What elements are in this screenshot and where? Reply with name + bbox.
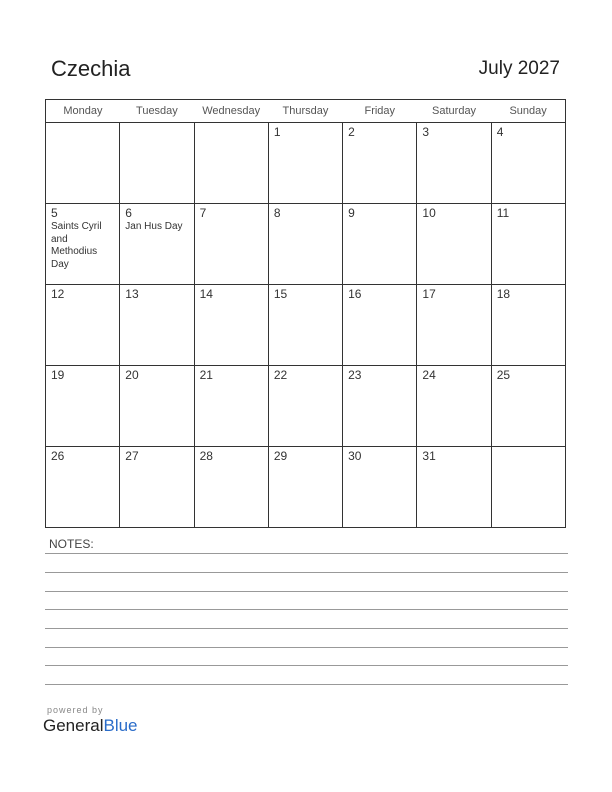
day-cell [417,285,491,366]
day-cell [268,447,342,528]
weekday-thursday: Thursday [268,100,342,123]
day-number: 13 [125,287,139,301]
day-cell [194,204,268,285]
day-cell [46,123,120,204]
day-number: 21 [199,368,213,382]
weekday-friday: Friday [343,100,417,123]
day-cell [120,366,194,447]
day-cell [491,447,565,528]
day-cell [194,123,268,204]
calendar-grid [45,99,566,528]
day-number: 4 [496,125,504,139]
notes-line [45,553,568,554]
day-number: 23 [348,368,362,382]
week-row [46,204,566,285]
day-cell [417,204,491,285]
day-number: 2 [348,125,355,139]
day-number: 28 [199,449,213,463]
day-cell [268,285,342,366]
day-cell [194,447,268,528]
weekday-saturday: Saturday [417,100,491,123]
day-number: 17 [422,287,436,301]
day-number: 18 [496,287,511,301]
day-number: 29 [273,449,288,463]
notes-label: NOTES: [49,537,94,551]
day-cell [343,123,417,204]
notes-line [45,609,568,610]
day-cell [120,285,194,366]
day-cell [46,204,120,285]
day-cell [417,123,491,204]
week-row [46,447,566,528]
notes-line [45,665,568,666]
day-cell [46,366,120,447]
holiday-label: Jan Hus Day [125,221,183,232]
weekday-monday: Monday [46,100,120,123]
day-number: 8 [273,206,281,220]
day-number: 15 [273,287,288,301]
powered-by-text: powered by [47,705,104,715]
weekday-header-row [46,100,566,123]
notes-line [45,572,568,573]
calendar-country-title: Czechia [51,56,131,81]
weekday-tuesday: Tuesday [120,100,194,123]
day-cell [120,123,194,204]
day-number: 12 [51,287,65,301]
weekday-sunday: Sunday [491,100,565,123]
day-number: 9 [348,206,355,220]
day-cell [194,285,268,366]
week-row [46,285,566,366]
notes-line [45,591,568,592]
day-cell [343,285,417,366]
day-number: 14 [199,287,213,301]
day-number: 24 [422,368,436,382]
calendar-month-year: July 2027 [478,58,560,79]
day-cell [417,366,491,447]
day-cell [46,447,120,528]
day-cell [491,366,565,447]
day-number: 3 [422,125,430,139]
weekday-wednesday: Wednesday [194,100,268,123]
day-cell [46,285,120,366]
day-cell [343,366,417,447]
notes-line [45,647,568,648]
day-number: 22 [273,368,288,382]
notes-line [45,684,568,685]
day-cell [268,123,342,204]
day-number: 27 [125,449,139,463]
day-cell [268,204,342,285]
brand-blue: Blue [103,716,138,735]
generalblue-logo [43,716,138,736]
day-number: 26 [51,449,65,463]
week-row [46,366,566,447]
day-number: 25 [496,368,511,382]
day-number: 20 [125,368,139,382]
day-number: 16 [348,287,362,301]
day-number: 5 [51,206,58,220]
day-number: 31 [422,449,436,463]
day-number: 30 [348,449,362,463]
day-cell [194,366,268,447]
day-cell [491,285,565,366]
day-cell [417,447,491,528]
day-cell [491,204,565,285]
day-cell [120,447,194,528]
day-cell [491,123,565,204]
day-number: 19 [51,368,65,382]
day-cell [343,447,417,528]
brand-general: General [43,716,104,735]
day-number: 7 [199,206,207,220]
notes-line [45,628,568,629]
day-number: 6 [125,206,132,220]
day-number: 10 [422,206,436,220]
day-number: 11 [496,206,510,220]
day-cell [120,204,194,285]
day-cell [343,204,417,285]
day-number: 1 [273,125,281,139]
week-row [46,123,566,204]
day-cell [268,366,342,447]
holiday-label: Saints Cyril and Methodius Day [51,221,102,270]
